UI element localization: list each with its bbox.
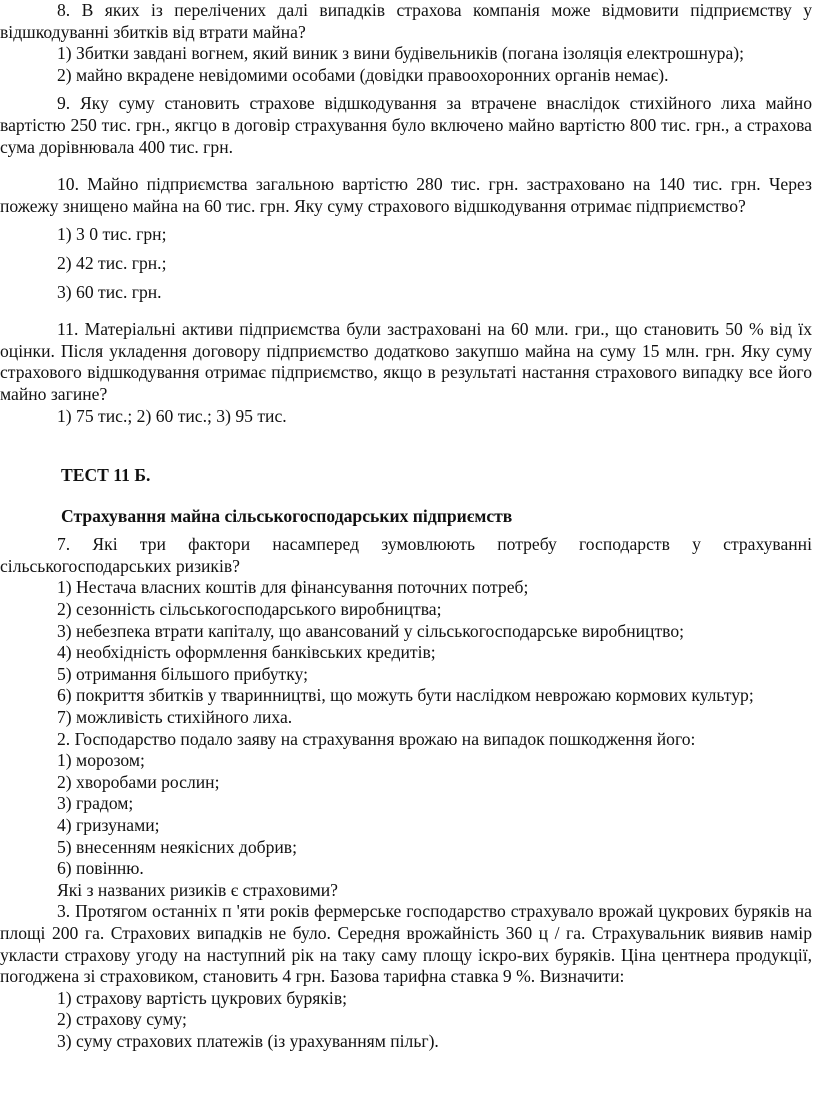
q7-option-7: 7) можливість стихійного лиха. xyxy=(57,707,293,728)
q7-option-4: 4) необхідність оформлення банківських кредитів; xyxy=(57,642,436,663)
q10-text: 10. Майно підприємства загальною вартістю 280 тис. грн. застраховано на 140 тис. грн. Через пожежу знищено майна на 60 тис. грн. Яку суму страхового відшкодування отримає підприємство? xyxy=(0,174,812,216)
q8-option-1: 1) Збитки завдані вогнем, який виник з вини будівельників (погана ізоляція електрошнура); xyxy=(57,43,745,64)
q10-option-3: 3) 60 тис. грн. xyxy=(57,281,162,302)
q8-text: 8. В яких із перелічених далі випадків страхова компанія може відмовити підприємству у відшкодуванні збитків від втрати майна? xyxy=(0,0,812,42)
test-title: ТЕСТ 11 Б. xyxy=(61,465,151,486)
q2-option-5: 5) внесенням неякісних добрив; xyxy=(57,836,298,857)
q8-option-2: 2) майно вкрадене невідомими особами (довідки правоохоронних органів немає). xyxy=(57,64,669,85)
q2-question: Які з названих ризиків є страховими? xyxy=(57,879,338,900)
q3-text: 3. Протягом останніх п 'яти років фермерське господарство страхувало врожай цукрових буряків на площі 200 га. Страхових випадків не було. Середня врожайність 360 ц / га. Страхувальник виявив намір укласти страхову угоду на наступний рік на таку саму площу іскро-вих буряків. Ціна центнера продукції, погоджена зі страховиком, становить 4 грн. Базова тарифна ставка 9 %. Визначити: xyxy=(0,901,812,987)
q11-text: 11. Матеріальні активи підприємства були застраховані на 60 мли. гри., що становить 50 % від їх оцінки. Після укладення договору підприємство додатково закупшо майна на суму 15 млн. грн. Яку суму страхового відшкодування отримає підприємство, якщо в результаті настання страхового випадку все його майно загине? xyxy=(0,319,812,404)
q10-option-2: 2) 42 тис. грн.; xyxy=(57,252,167,273)
q7-option-5: 5) отримання більшого прибутку; xyxy=(57,663,308,684)
q7-option-6: 6) покриття збитків у тваринництві, що можуть бути наслідком неврожаю кормових культур; xyxy=(57,685,754,706)
q11-answers: 1) 75 тис.; 2) 60 тис.; 3) 95 тис. xyxy=(57,405,287,426)
q7-text: 7. Які три фактори насамперед зумовлюють потребу господарств у страхуванні сільськогосподарських ризиків? xyxy=(0,534,812,576)
section-title: Страхування майна сільськогосподарських підприємств xyxy=(61,505,513,526)
q3-option-3: 3) суму страхових платежів (із урахуванням пільг). xyxy=(57,1030,439,1051)
q7-option-2: 2) сезонність сільськогосподарського виробництва; xyxy=(57,599,442,620)
q7-option-3: 3) небезпека втрати капіталу, що авансований у сільськогосподарське виробництво; xyxy=(57,620,685,641)
q7-option-1: 1) Нестача власних коштів для фінансування поточних потреб; xyxy=(57,577,529,598)
q2-option-1: 1) морозом; xyxy=(57,750,145,771)
q2-option-4: 4) гризунами; xyxy=(57,815,160,835)
q3-option-2: 2) страхову суму; xyxy=(57,1009,187,1030)
q2-option-2: 2) хворобами рослин; xyxy=(57,771,220,792)
q3-option-1: 1) страхову вартість цукрових буряків; xyxy=(57,987,348,1008)
q9-text: 9. Яку суму становить страхове відшкодування за втрачене внаслідок стихійного лиха майно вартістю 250 тис. грн., якгцо в договір страхування було включено майно вартістю 800 тис. грн., а страхова сума дорівнювала 400 тис. грн. xyxy=(0,93,812,157)
q2-option-3: 3) градом; xyxy=(57,793,134,814)
q2-text: 2. Господарство подало заяву на страхування врожаю на випадок пошкодження його: xyxy=(57,728,696,749)
q10-option-1: 1) 3 0 тис. грн; xyxy=(57,224,167,245)
q2-option-6: 6) повінню. xyxy=(57,858,144,879)
